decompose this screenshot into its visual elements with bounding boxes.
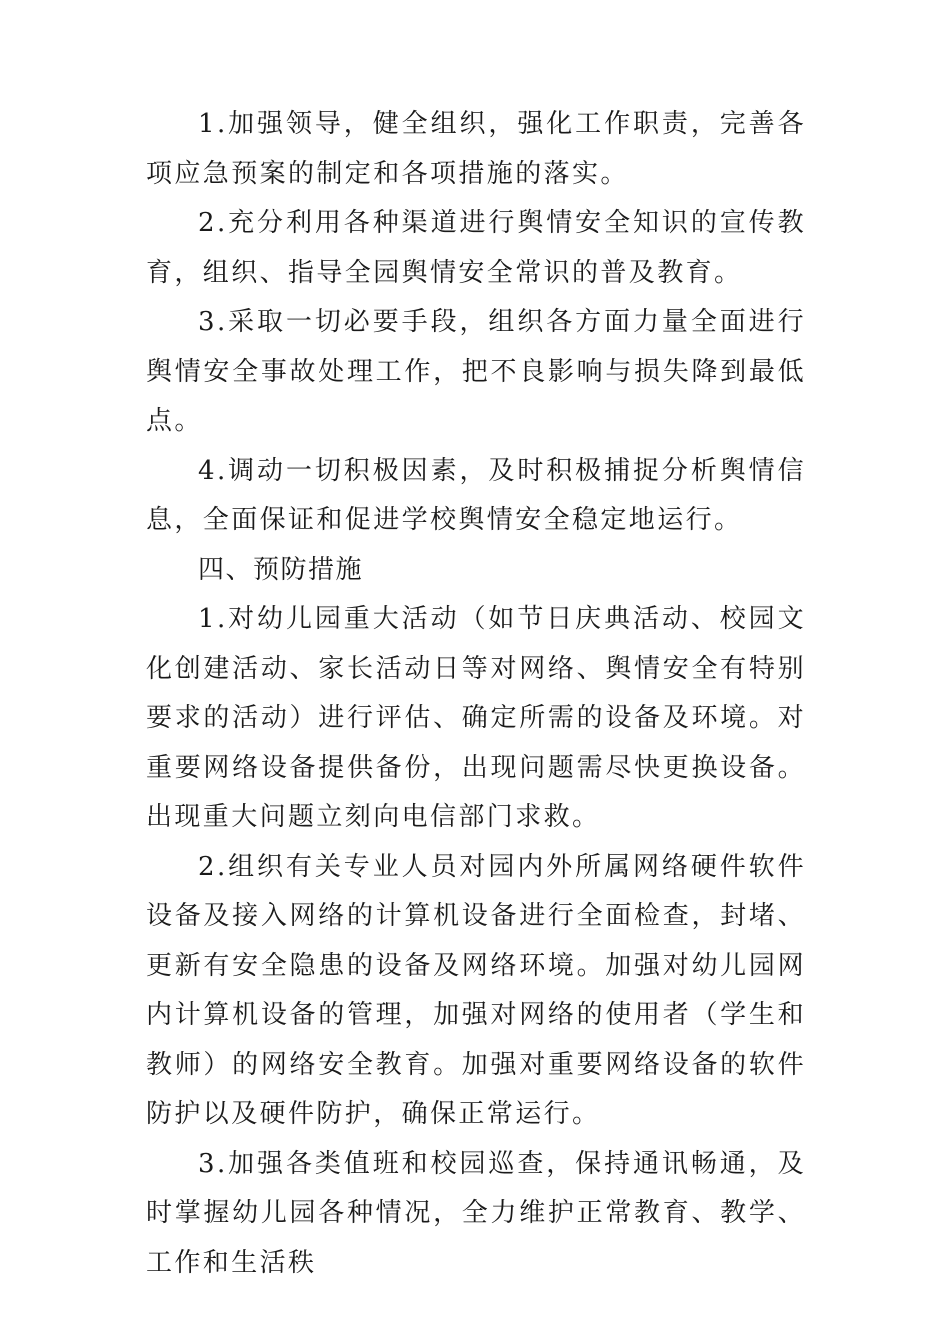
paragraph-1: 1.加强领导，健全组织，强化工作职责，完善各项应急预案的制定和各项措施的落实。 [146, 109, 806, 189]
paragraph-4: 4.调动一切积极因素，及时积极捕捉分析舆情信息，全面保证和促进学校舆情安全稳定地运行。 [146, 455, 806, 535]
document-body [146, 100, 806, 1288]
prevention-paragraph-3: 3.加强各类值班和校园巡查，保持通讯畅通，及时掌握幼儿园各种情况，全力维护正常教育、教学、工作和生活秩 [146, 1148, 806, 1278]
section-heading-prevention: 四、预防措施 [198, 554, 364, 585]
paragraph-3: 3.采取一切必要手段，组织各方面力量全面进行舆情安全事故处理工作，把不良影响与损失降到最低点。 [146, 307, 806, 436]
prevention-paragraph-2: 2.组织有关专业人员对园内外所属网络硬件软件设备及接入网络的计算机设备进行全面检查，封堵、更新有安全隐患的设备及网络环境。加强对幼儿园网内计算机设备的管理，加强对网络的使用者（学生和教师）的网络安全教育。加强对重要网络设备的软件防护以及硬件防护，确保正常运行。 [146, 851, 806, 1129]
prevention-paragraph-1: 1.对幼儿园重大活动（如节日庆典活动、校园文化创建活动、家长活动日等对网络、舆情安全有特别要求的活动）进行评估、确定所需的设备及环境。对重要网络设备提供备份，出现问题需尽快更换设备。出现重大问题立刻向电信部门求救。 [146, 604, 806, 832]
paragraph-2: 2.充分利用各种渠道进行舆情安全知识的宣传教育，组织、指导全园舆情安全常识的普及教育。 [146, 208, 806, 288]
